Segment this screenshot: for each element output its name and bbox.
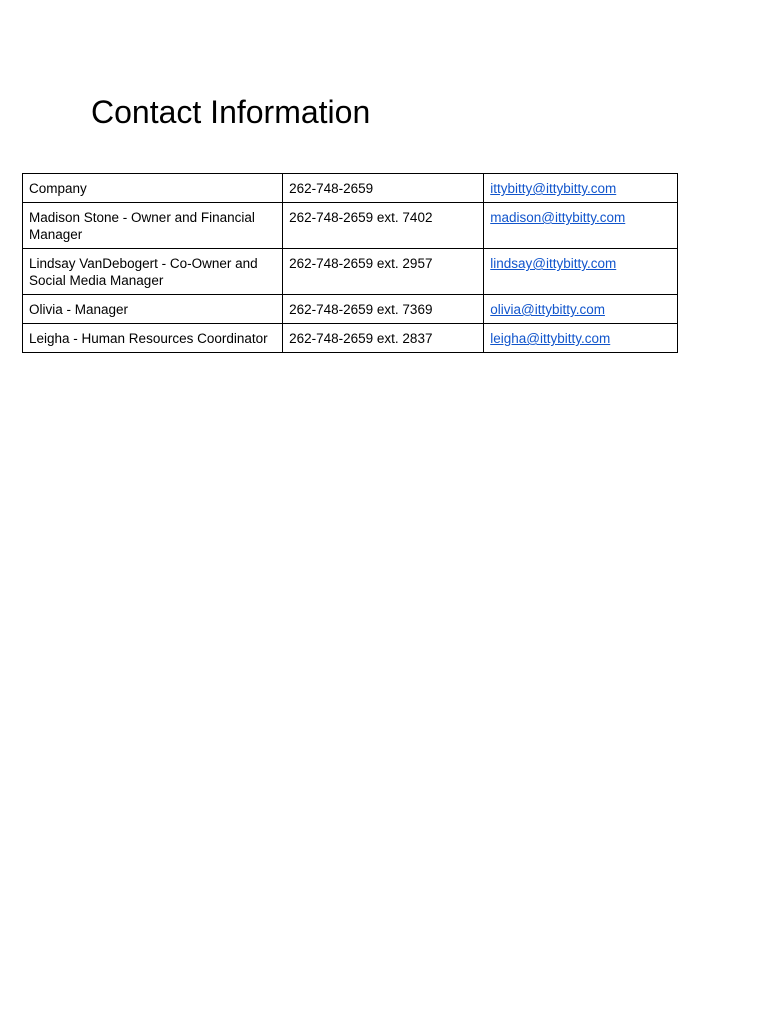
- contact-name: Madison Stone - Owner and Financial Manager: [23, 203, 283, 249]
- contact-phone: 262-748-2659 ext. 2957: [283, 249, 484, 295]
- contact-email-cell: [484, 203, 678, 249]
- contact-name: Leigha - Human Resources Coordinator: [23, 324, 283, 353]
- contact-phone: 262-748-2659: [283, 174, 484, 203]
- contact-email-link[interactable]: leigha@ittybitty.com: [490, 331, 611, 346]
- table-row: [23, 295, 678, 324]
- table-row: [23, 174, 678, 203]
- table-row: [23, 203, 678, 249]
- contact-phone: 262-748-2659 ext. 7402: [283, 203, 484, 249]
- contact-email-link[interactable]: olivia@ittybitty.com: [490, 302, 605, 317]
- contact-table: [22, 173, 678, 353]
- contact-email-cell: [484, 295, 678, 324]
- contact-name: Lindsay VanDebogert - Co-Owner and Social Media Manager: [23, 249, 283, 295]
- page-title: Contact Information: [91, 94, 371, 130]
- contact-name: Company: [23, 174, 283, 203]
- contact-email-link[interactable]: madison@ittybitty.com: [490, 210, 626, 225]
- contact-email-link[interactable]: ittybitty@ittybitty.com: [490, 181, 617, 196]
- contact-phone: 262-748-2659 ext. 2837: [283, 324, 484, 353]
- contact-email-cell: [484, 324, 678, 353]
- table-row: [23, 249, 678, 295]
- contact-email-cell: [484, 174, 678, 203]
- contact-email-cell: [484, 249, 678, 295]
- contact-name: Olivia - Manager: [23, 295, 283, 324]
- contact-email-link[interactable]: lindsay@ittybitty.com: [490, 256, 617, 271]
- contact-phone: 262-748-2659 ext. 7369: [283, 295, 484, 324]
- table-row: [23, 324, 678, 353]
